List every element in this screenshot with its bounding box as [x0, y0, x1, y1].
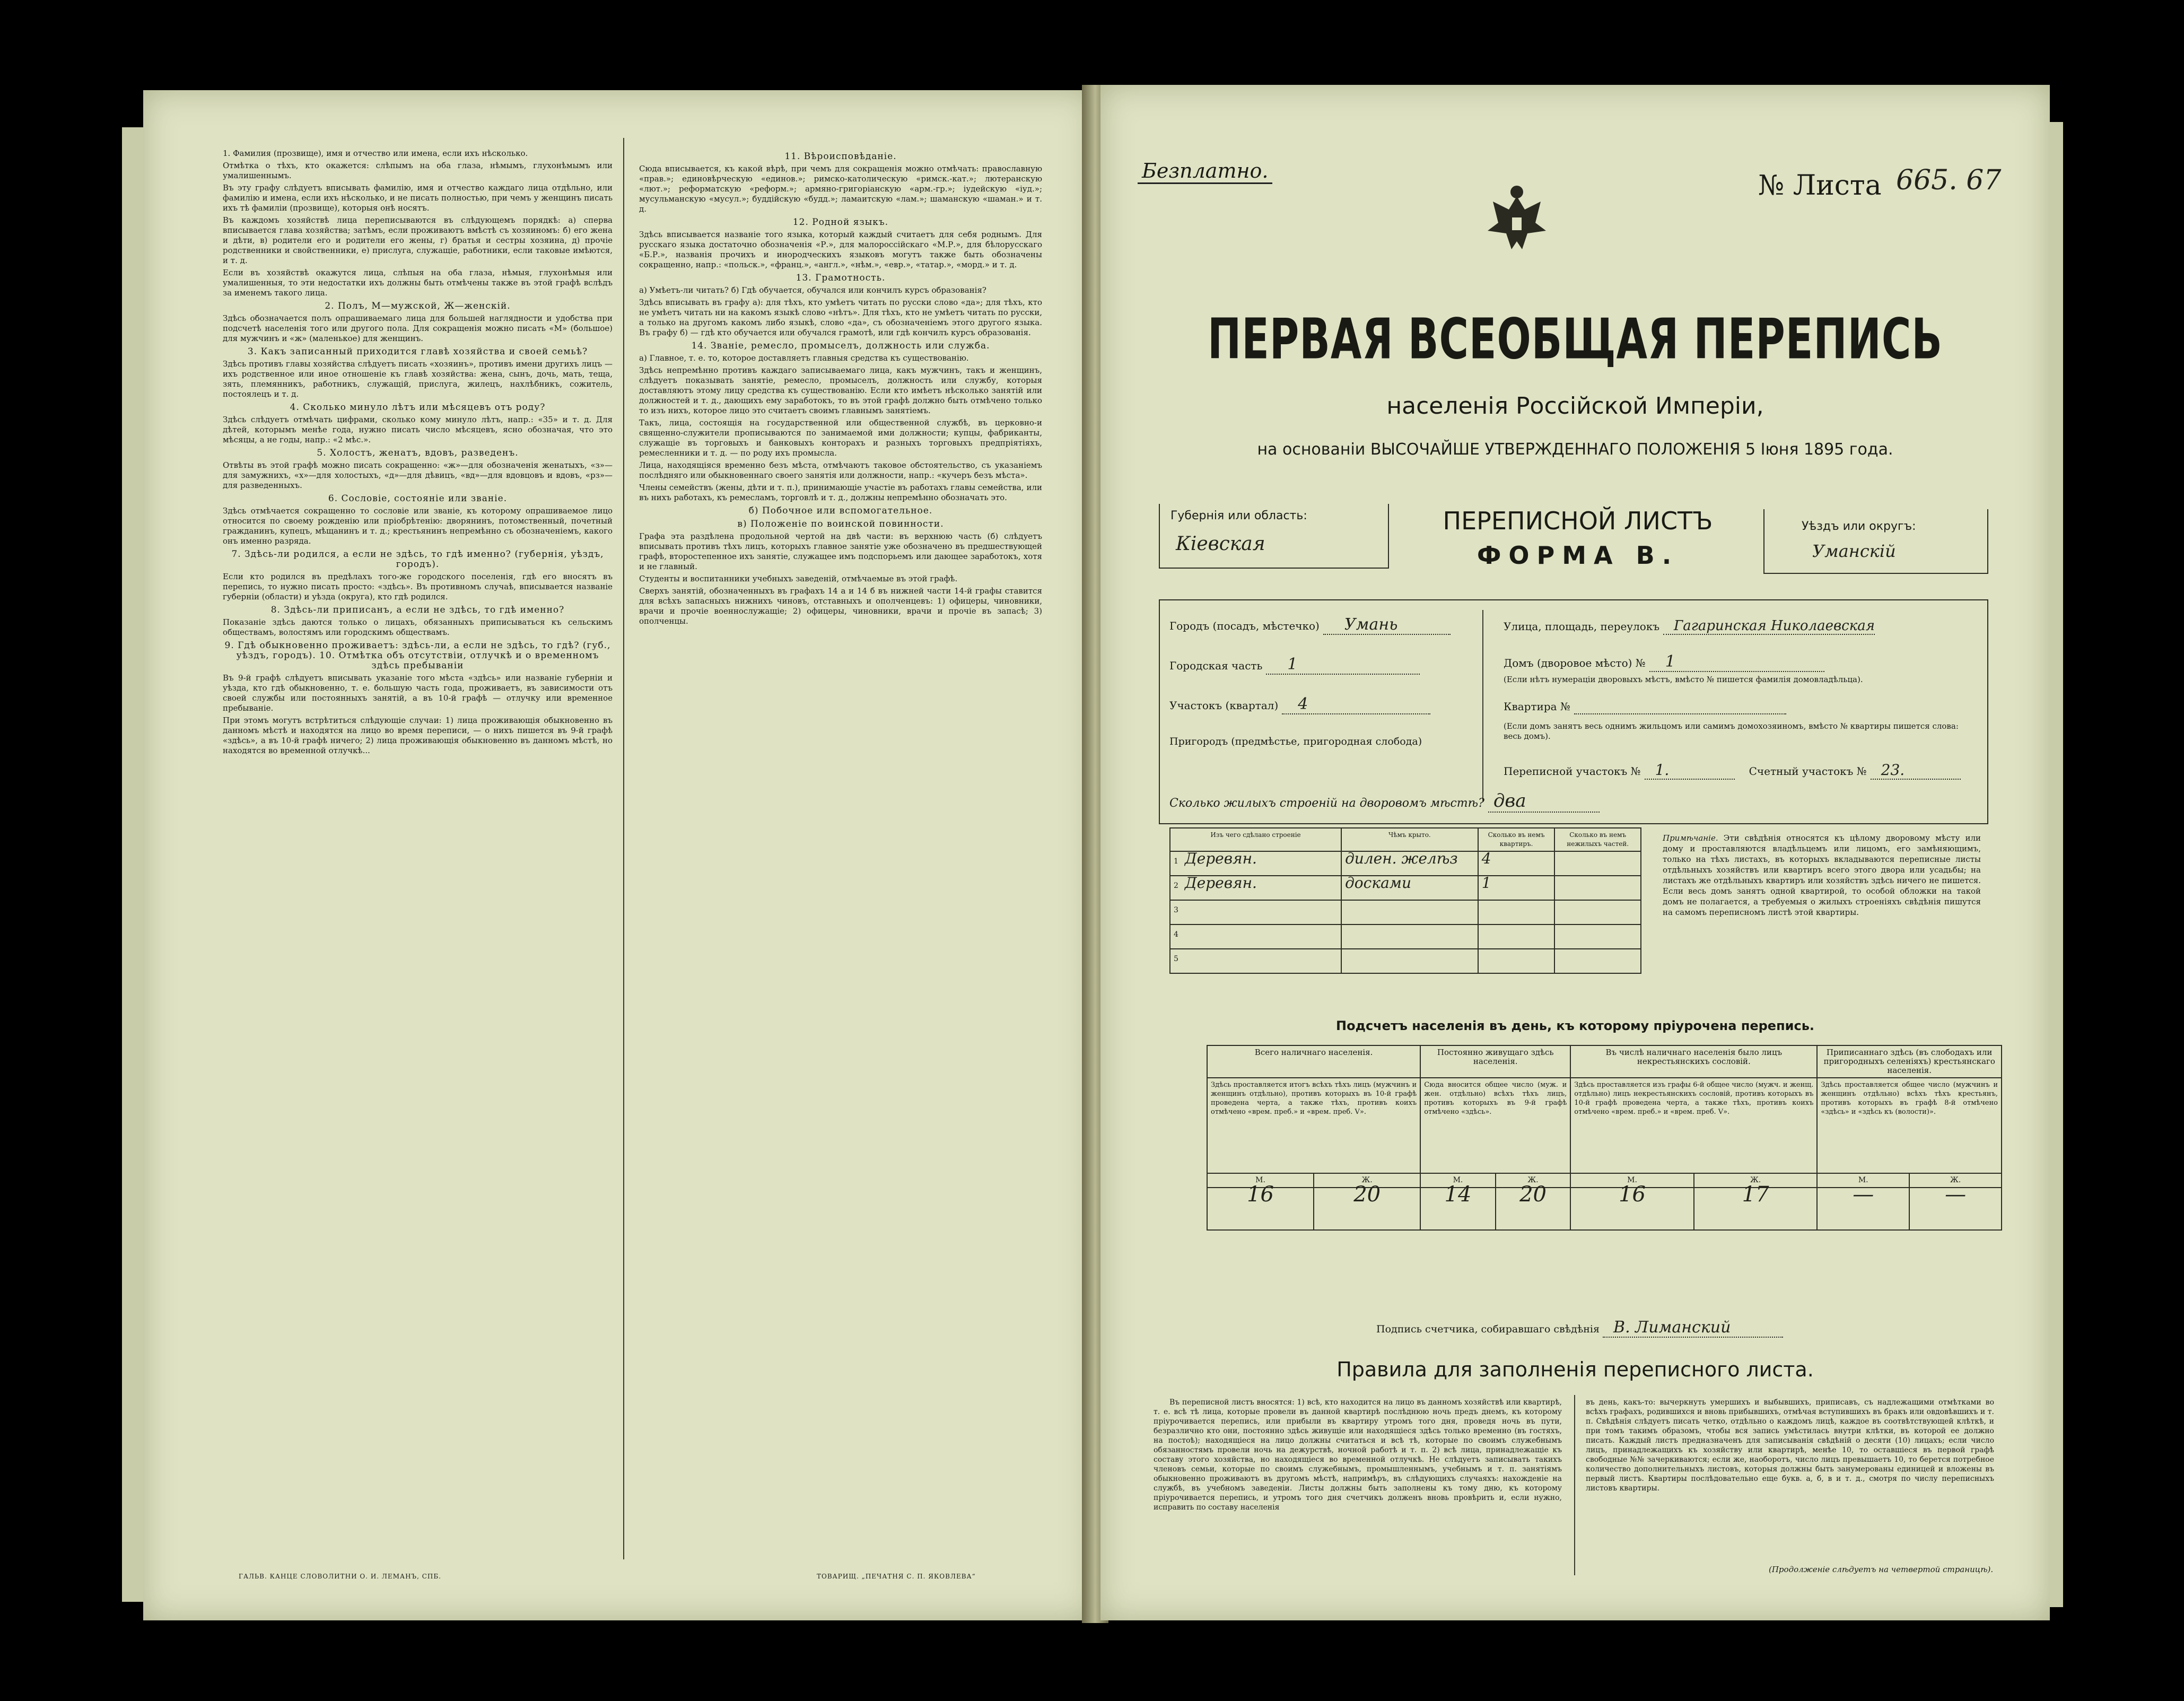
table-row [1170, 876, 1641, 900]
gubernia-box [1159, 504, 1389, 569]
handwritten-value: дилен. желѣз [1345, 850, 1458, 867]
instruction-paragraph: Здѣсь непремѣнно противъ каждаго записываемаго лица, какъ мужчинъ, такъ и женщинъ, слѣдуетъ показывать занятіе, ремесло, промыселъ, должность или службу, которыя доставляютъ этому лицу средства къ существованію. Если кто имѣетъ нѣсколько занятій или должностей и т. д., дающихъ ему заработокъ, то въ этой графѣ должно быть отмѣчено только то изъ нихъ, которое лицо это считаетъ своимъ главнымъ занятіемъ. [639, 365, 1042, 415]
rules-title: Правила для заполненія переписного листа. [1336, 1358, 1814, 1381]
handwritten-value: 1 [1481, 874, 1491, 892]
instruction-heading: 13. Грамотность. [796, 273, 886, 283]
building-roof-cell [1341, 924, 1478, 949]
row-number: 1 [1174, 857, 1178, 866]
district-label: Участокъ (квартал) [1169, 699, 1279, 712]
population-count-value: — [1817, 1188, 1909, 1230]
house-note: (Если нѣтъ нумераціи дворовыхъ мѣстъ, вмѣсто № пишется фамилія домовладѣльца). [1504, 675, 1863, 684]
count-header-cell: Въ числѣ наличнаго населенія было лицъ некрестьянскихъ сословій. [1570, 1045, 1817, 1078]
list-title: ПЕРЕПИСНОЙ ЛИСТЪ [1443, 507, 1713, 535]
census-title: ПЕРВАЯ ВСЕОБЩАЯ ПЕРЕПИСЬ [1208, 306, 1943, 372]
count-district-label: Счетный участокъ № [1749, 765, 1867, 778]
instruction-heading: 8. Здѣсь-ли приписанъ, а если не здѣсь, то гдѣ именно? [270, 605, 565, 615]
female-column-label: Ж. [1314, 1173, 1420, 1188]
instruction-paragraph: Студенты и воспитанники учебныхъ заведеній, отмѣчаемые въ этой графѣ. [639, 574, 958, 583]
building-nonres-cell [1554, 851, 1641, 876]
street-field [1504, 618, 1875, 635]
building-roof-cell [1341, 851, 1478, 876]
population-count-value: — [1909, 1188, 2002, 1230]
building-roof-cell [1341, 900, 1478, 924]
street-value: Гагаринская Николаевская [1663, 618, 1875, 635]
flat-note: (Если домъ занятъ весь однимъ жильцомъ или самимъ домохозяиномъ, вмѣсто № квартиры пишется слова: весь домъ). [1504, 721, 1959, 741]
building-flats-cell [1478, 924, 1555, 949]
male-column-label: М. [1570, 1173, 1694, 1188]
city-value: Умань [1323, 615, 1451, 635]
instruction-paragraph: Въ 9-й графѣ слѣдуетъ вписывать указаніе того мѣста «здѣсь» или названіе губерніи и уѣзда, кто гдѣ обыкновенно, т. е. большую часть года, проживаетъ, въ зависимости отъ своей службы или постоянныхъ занятій, а въ 10-й графѣ — отлучку или временное пребываніе. [223, 673, 613, 713]
district-field [1169, 695, 1430, 714]
table-row [1170, 900, 1641, 924]
suburb-label: Пригородъ (предмѣстье, пригородная слобода) [1169, 736, 1422, 747]
population-count-value: 16 [1207, 1188, 1314, 1230]
flat-value-line [1574, 700, 1786, 714]
instruction-paragraph: Если кто родился въ предѣлахъ того-же городского поселенія, гдѣ его вносятъ въ перепись, то нужно писать просто: «здѣсь». Въ противномъ случаѣ, вписывается названіе губерніи (области) и уѣзда (округа), кто гдѣ родился. [223, 572, 613, 601]
population-count-value: 20 [1314, 1188, 1420, 1230]
instruction-paragraph: Лица, находящіяся временно безъ мѣста, отмѣчаютъ таковое обстоятельство, съ указаніемъ послѣдняго или обыкновеннаго своего занятія или должности, напр.: «кучеръ безъ мѣста». [639, 460, 1042, 480]
printer-footer-left: ГАЛЬВ. КАНЦЕ СЛОВОЛИТНИ О. И. ЛЕМАНЪ, СПБ. [239, 1573, 441, 1580]
instruction-heading: 12. Родной языкъ. [792, 217, 889, 228]
form-title: ФОРМА В. [1477, 541, 1679, 570]
instruction-paragraph: При этомъ могутъ встрѣтиться слѣдующіе случаи: 1) лица проживающія обыкновенно въ данномъ мѣстѣ и находятся на лицо во время переписи, — о нихъ пишется въ 9-й графѣ «здѣсь», а въ 10-й графѣ ничего; 2) лица проживающія обыкновенно въ данномъ мѣстѣ, но находятся во временной отлучкѣ... [223, 716, 613, 755]
population-count-value: 16 [1570, 1188, 1694, 1230]
district-value: 4 [1282, 695, 1430, 714]
female-column-label: Ж. [1694, 1173, 1818, 1188]
instruction-paragraph: Такъ, лица, состоящія на государственной или общественной службѣ, въ церковно-и священно-служители прописываются по занимаемой ими должности; купцы, фабриканты, служащіе въ торговыхъ и банковыхъ конторахъ и разныхъ торговыхъ предпріятіяхъ, ремесленники и т. д. — по роду ихъ промысла. [639, 418, 1042, 458]
count-district-value: 23. [1871, 761, 1961, 780]
signature-field [1376, 1318, 1783, 1338]
left-page [143, 90, 1093, 1620]
male-column-label: М. [1207, 1173, 1314, 1188]
count-header-cell: Приписаннаго здѣсь (въ слободахъ или пригородныхъ селеніяхъ) крестьянскаго населенія. [1817, 1045, 2002, 1078]
instruction-heading: б) Побочное или вспомогательное. [748, 505, 933, 516]
count-description-cell: Сюда вносится общее число (муж. и жен. отдѣльно) всѣхъ тѣхъ лицъ, противъ которыхъ въ 9-й графѣ отмѣчено «здѣсь». [1420, 1078, 1570, 1173]
suburb-field [1169, 735, 1422, 748]
imperial-eagle-emblem [1477, 180, 1557, 260]
count-description-cell: Здѣсь проставляется изъ графы 6-й общее число (мужч. и женщ. отдѣльно) лицъ некрестьянскихъ сословій, противъ которыхъ въ 10-й графѣ проведена черта, а также тѣхъ, противъ коихъ отмѣчено «врем. преб.» и «врем. преб. V». [1570, 1078, 1817, 1173]
handwritten-value: Деревян. [1184, 850, 1257, 867]
sheet-number-label: № Листа [1758, 170, 1882, 202]
house-field [1504, 652, 1824, 672]
uezd-label: Уѣздъ или округъ: [1802, 520, 1916, 533]
printer-footer-right: ТОВАРИЩ. „ПЕЧАТНЯ С. П. ЯКОВЛЕВА“ [817, 1573, 976, 1580]
building-material-cell [1170, 900, 1341, 924]
instruction-paragraph: Показаніе здѣсь даются только о лицахъ, обязанныхъ приписываться къ сельскимъ обществамъ, волостямъ или городскимъ обществамъ. [223, 617, 613, 637]
rules-continued: (Продолженіе слѣдуетъ на четвертой страницѣ). [1769, 1565, 1994, 1574]
census-district-field [1504, 761, 1961, 780]
handwritten-value: досками [1345, 874, 1412, 892]
census-subtitle: населенія Россійской Имперіи, [1386, 392, 1764, 420]
building-nonres-cell [1554, 900, 1641, 924]
instruction-paragraph: Отмѣтка о тѣхъ, кто окажется: слѣпымъ на оба глаза, нѣмымъ, глухонѣмымъ или умалишеннымъ. [223, 161, 613, 180]
buildings-header-cell: Сколько въ немъ нежилыхъ частей. [1554, 828, 1641, 851]
city-field [1169, 615, 1451, 635]
house-value: 1 [1649, 652, 1824, 672]
row-number: 2 [1174, 882, 1178, 890]
building-flats-cell [1478, 900, 1555, 924]
buildings-label: Сколько жилыхъ строеній на дворовомъ мѣстѣ? [1169, 797, 1484, 810]
female-column-label: Ж. [1909, 1173, 2002, 1188]
instruction-paragraph: Члены семействъ (жены, дѣти и т. п.), принимающіе участіе въ работахъ главы семейства, или въ нихъ работахъ, къ ремесламъ, торговлѣ и т. д., должны непремѣнно обозначать это. [639, 483, 1042, 502]
instruction-paragraph: Если въ хозяйствѣ окажутся лица, слѣпыя на оба глаза, нѣмыя, глухонѣмыя или умалишенныя, то эти недостатки ихъ должны быть отмѣчены также въ этой графѣ вслѣдъ за именемъ такого лица. [223, 268, 613, 298]
house-label: Домъ (дворовое мѣсто) № [1504, 657, 1646, 669]
flat-label: Квартира № [1504, 700, 1570, 713]
instruction-paragraph: Отвѣты въ этой графѣ можно писать сокращенно: «ж»—для обозначенія женатыхъ, «з»—для замужнихъ, «х»—для холостыхъ, «д»—для дѣвицъ, «вд»—для вдовцовъ и вдовъ, «рз»—для разведенныхъ. [223, 460, 613, 490]
instructions-column-1 [223, 149, 613, 1559]
instruction-paragraph: Здѣсь отмѣчается сокращенно то сословіе или званіе, къ которому опрашиваемое лицо относится по своему рожденію или пріобрѣтенію: дворянинъ, потомственный, почетный гражданинъ, купецъ, мѣщанинъ и т. д.; крестьянинъ непремѣнно съ обозначеніемъ, какого онъ именно разряда. [223, 506, 613, 546]
count-description-cell: Здѣсь проставляется общее число (мужчинъ и женщинъ отдѣльно) всѣхъ тѣхъ крестьянъ, противъ которыхъ въ графѣ 8-й отмѣчено «здѣсь» и «здѣсь къ (волости)». [1817, 1078, 2002, 1173]
city-part-value: 1 [1266, 655, 1420, 675]
instruction-paragraph: Въ эту графу слѣдуетъ вписывать фамилію, имя и отчество каждаго лица отдѣльно, или фамилію и имена, если ихъ нѣсколько, и не писать полностью, при чемъ у женщинъ писать ихъ тѣ фамиліи (прозвище), которыя онѣ носятъ. [223, 183, 613, 213]
male-column-label: М. [1817, 1173, 1909, 1188]
instruction-heading: 11. Вѣроисповѣданіе. [784, 151, 897, 162]
rules-column-2: въ день, какъ-то: вычеркнуть умершихъ и выбывшихъ, приписавъ, съ надлежащими отмѣтками во всѣхъ графахъ, родившихся и вновь прибывшихъ, отмѣчая вступившихъ въ бракъ или овдовѣвшихъ и т. п. Свѣдѣнія слѣдуетъ писать четко, отдѣльно о каждомъ лицѣ, каждое въ соотвѣтствующей клѣткѣ, и при томъ такимъ образомъ, чтобы вся запись умѣстилась внутри клѣтки, въ которой ее должно писать. Каждый листъ предназначенъ для записыванія свѣдѣній о десяти (10) лицахъ; если число лицъ, принадлежащихъ къ хозяйству или квартирѣ, менѣе 10, то оставшіеся въ первой графѣ свободные №№ зачеркиваются; если же, наоборотъ, число лицъ превышаетъ 10, то берется потребное количество дополнительныхъ листовъ, которыя должны быть занумерованы единицей и вложены въ первый листъ. Квартиры послѣдовательно еще букв. а, б, в и т. д., смотря по числу переписныхъ листовъ квартиры. [1586, 1398, 1994, 1493]
note-title: Примѣчаніе. [1663, 833, 1718, 843]
street-label: Улица, площадь, переулокъ [1504, 620, 1660, 633]
instruction-paragraph: Здѣсь противъ главы хозяйства слѣдуетъ писать «хозяинъ», противъ имени другихъ лицъ — ихъ родственное или иное отношеніе къ главѣ хозяйства: жена, сынъ, дочь, мать, теща, зять, племянникъ, работникъ, служащій, прислуга, жилецъ, нахлѣбникъ, сожитель, постоялецъ и т. д. [223, 359, 613, 399]
buildings-field [1169, 790, 1600, 813]
building-roof-cell [1341, 949, 1478, 973]
instruction-paragraph: Здѣсь слѣдуетъ отмѣчать цифрами, сколько кому минуло лѣтъ, напр.: «35» и т. д. Для дѣтей, которымъ менѣе года, нужно писать число мѣсяцевъ, ясно обозначая, что это мѣсяцы, а не годы, напр.: «2 мѣс.». [223, 415, 613, 444]
instruction-heading: 4. Сколько минуло лѣтъ или мѣсяцевъ отъ роду? [290, 402, 546, 413]
city-part-field [1169, 655, 1420, 675]
count-header-cell: Всего наличнаго населенія. [1207, 1045, 1420, 1078]
address-divider [1482, 610, 1483, 801]
instruction-paragraph: 1. Фамилия (прозвище), имя и отчество или имена, если ихъ нѣсколько. [223, 149, 528, 158]
instruction-heading: 9. Гдѣ обыкновенно проживаетъ: здѣсь-ли, а если не здѣсь, то гдѣ? (губ., уѣздъ, городъ). 10. Отмѣтка объ отсутствіи, отлучкѣ и о временномъ здѣсь пребываніи [224, 640, 611, 671]
handwritten-value: Деревян. [1184, 874, 1257, 892]
building-flats-cell [1478, 949, 1555, 973]
city-label: Городъ (посадъ, мѣстечко) [1169, 620, 1320, 632]
building-material-cell [1170, 949, 1341, 973]
building-nonres-cell [1554, 876, 1641, 900]
building-roof-cell [1341, 876, 1478, 900]
buildings-table [1169, 827, 1641, 974]
uezd-box [1763, 509, 1988, 574]
gubernia-value: Кіевская [1176, 533, 1265, 555]
building-material-cell [1170, 876, 1341, 900]
male-column-label: М. [1420, 1173, 1496, 1188]
census-basis: на основаніи ВЫСОЧАЙШЕ УТВЕРЖДЕННАГО ПОЛОЖЕНІЯ 5 Іюня 1895 года. [1257, 440, 1893, 459]
population-count-value: 14 [1420, 1188, 1496, 1230]
population-count-value: 20 [1496, 1188, 1571, 1230]
instruction-paragraph: а) Главное, т. е. то, которое доставляетъ главныя средства къ существованію. [639, 353, 969, 363]
row-number: 3 [1174, 906, 1178, 914]
instruction-heading: 3. Какъ записанный приходится главѣ хозяйства и своей семьѣ? [247, 346, 588, 357]
uezd-value: Уманскій [1812, 541, 1896, 561]
gubernia-label: Губернія или область: [1170, 509, 1307, 522]
count-header-cell: Постоянно живущаго здѣсь населенія. [1420, 1045, 1570, 1078]
table-row [1170, 924, 1641, 949]
table-row [1170, 949, 1641, 973]
row-number: 5 [1174, 955, 1178, 963]
census-district-label: Переписной участокъ № [1504, 765, 1641, 778]
row-number: 4 [1174, 930, 1178, 939]
signature-value: В. Лиманский [1603, 1318, 1783, 1338]
buildings-note [1663, 833, 1981, 918]
rules-column-1: Въ переписной листъ вносятся: 1) всѣ, кто находится на лицо въ данномъ хозяйствѣ или квартирѣ, т. е. всѣ тѣ лица, которые провели въ данной квартирѣ послѣднюю ночь предъ днемъ, къ которому пріурочивается перепись, или прибыли въ квартиру утромъ того дня, проведя ночь въ пути, безразлично кто они, постоянно здѣсь живущіе или находящіеся здѣсь только временно (въ гостяхъ, на постоѣ); находящіеся на лицо должны считаться и всѣ тѣ, которые по своимъ служебнымъ обязанностямъ провели ночь на дежурствѣ, ночной работѣ и т. п. 2) всѣ лица, принадлежащіе къ составу этого хозяйства, но находящіеся во временной отлучкѣ. Не слѣдуетъ записывать такихъ членовъ семьи, которые по своимъ служебнымъ, промышленнымъ, учебнымъ и т. п. занятіямъ обыкновенно проживаютъ въ другомъ мѣстѣ, напримѣръ, въ слѣдующихъ случаяхъ: нахожденіе на службѣ, въ учебномъ заведеніи. Листы должны быть заполнены къ тому дню, къ которому пріурочивается перепись, и утромъ того дня счетчикъ долженъ вновь провѣрить и, если нужно, исправить по составу населенія [1154, 1398, 1562, 1512]
instruction-paragraph: Въ каждомъ хозяйствѣ лица переписываются въ слѣдующемъ порядкѣ: а) сперва вписывается глава хозяйства; затѣмъ, если проживаютъ вмѣстѣ съ хозяиномъ: б) его жена и дѣти, в) родители его и родители его жены, г) братья и сестры хозяина, д) прочіе родственники и свойственники, е) прислуга, служащіе, работники, если таковые имѣются, и т. д. [223, 215, 613, 265]
population-count-table [1207, 1045, 2002, 1231]
buildings-header-cell: Сколько въ немъ квартиръ. [1478, 828, 1555, 851]
rules-divider [1574, 1395, 1575, 1575]
count-title: Подсчетъ населенія въ день, къ которому пріурочена перепись. [1336, 1018, 1814, 1033]
instruction-heading: 14. Званіе, ремесло, промыселъ, должность или служба. [691, 341, 990, 351]
instruction-heading: 5. Холостъ, женатъ, вдовъ, разведенъ. [317, 448, 519, 458]
building-material-cell [1170, 851, 1341, 876]
instruction-heading: 2. Полъ, М—мужской, Ж—женскій. [325, 301, 511, 311]
female-column-label: Ж. [1496, 1173, 1571, 1188]
sheet-number-value: 665. 67 [1896, 164, 2002, 196]
instruction-paragraph: Здѣсь вписывается названіе того языка, который каждый считаетъ для себя роднымъ. Для русскаго языка достаточно обозначенія «Р.», для малороссійскаго «М.Р.», для бѣлорусскаго «Б.Р.», названія прочихъ и инородческихъ языковъ могутъ также быть обозначены сокращенно, напр.: «польск.», «франц.», «англ.», «нѣм.», «евр.», «татар.», «морд.» и т. д. [639, 230, 1042, 269]
free-label: Безплатно. [1138, 159, 1272, 184]
building-material-cell [1170, 924, 1341, 949]
instruction-heading: 7. Здѣсь-ли родился, а если не здѣсь, то гдѣ именно? (губернія, уѣздъ, городъ). [231, 549, 604, 570]
instructions-column-2 [639, 149, 1042, 1528]
table-row [1170, 851, 1641, 876]
handwritten-value: 4 [1481, 850, 1491, 867]
building-nonres-cell [1554, 924, 1641, 949]
flat-field [1504, 700, 1786, 714]
population-count-value: 17 [1694, 1188, 1818, 1230]
instruction-paragraph: Графа эта раздѣлена продольной чертой на двѣ части: въ верхнюю часть (б) слѣдуетъ вписывать противъ тѣхъ лицъ, которыхъ главное занятіе уже обозначено въ предшествующей графѣ, второстепенное ихъ занятіе, служащее имъ подспорьемъ или дающее заработокъ, хотя и не главный. [639, 531, 1042, 571]
census-district-value: 1. [1645, 761, 1735, 780]
column-divider [623, 138, 624, 1559]
instruction-paragraph: а) Умѣетъ-ли читать? б) Гдѣ обучается, обучался или кончилъ курсъ образованія? [639, 285, 986, 295]
city-part-label: Городская часть [1169, 659, 1263, 672]
instruction-paragraph: Здѣсь обозначается полъ опрашиваемаго лица для большей наглядности и удобства при подсчетѣ населенія того или другого пола. Для сокращенія можно писать «М» (большое) для мужчинъ и «ж» (маленькое) для женщинъ. [223, 313, 613, 343]
instruction-paragraph: Сюда вписывается, къ какой вѣрѣ, при чемъ для сокращенія можно отмѣчать: православную «прав.»; единовѣрческую «единов.»; римско-католическую «римск.-кат.»; лютеранскую «лют.»; реформатскую «реформ.»; армяно-григоріанскую «арм.-гр.»; іудейскую «іуд.»; мусульманскую «мусул.»; буддійскую «будд.»; ламаитскую «лам.»; шаманскую «шаман.» и т. д. [639, 164, 1042, 214]
buildings-header-cell: Изъ чего сдѣлано строеніе [1170, 828, 1341, 851]
instruction-paragraph: Сверхъ занятій, обозначенныхъ въ графахъ 14 а и 14 б въ нижней части 14-й графы ставится для всѣхъ запасныхъ нижнихъ чиновъ, отставныхъ и ополченцевъ: 1) офицеры, чиновники, врачи и прочіе военнослужащіе; 2) офицеры, чиновники, врачи и прочіе въ запасѣ; 3) ополченцы. [639, 586, 1042, 626]
right-page [1100, 85, 2050, 1620]
note-text: Эти свѣдѣнія относятся къ цѣлому дворовому мѣсту или дому и проставляются владѣльцемъ или лицомъ, его замѣняющимъ, только на тѣхъ листахъ, въ которыхъ вкладываются переписные листы отдѣльныхъ хозяйствъ или квартиръ всего этого двора или усадьбы; на листахъ же отдѣльныхъ квартиръ или хозяйствъ здѣсь ничего не пишется. Если весь домъ занятъ одной квартирой, то особой обложки на такой домъ не полагается, а требуемыя о жилыхъ строеніяхъ свѣдѣнія пишутся на самомъ переписномъ листѣ этой квартиры. [1663, 833, 1981, 917]
building-flats-cell [1478, 876, 1555, 900]
buildings-header-cell: Чѣмъ крыто. [1341, 828, 1478, 851]
signature-label: Подпись счетчика, собиравшаго свѣдѣнія [1376, 1323, 1600, 1335]
instruction-heading: 6. Сословіе, состояніе или званіе. [328, 493, 508, 504]
building-flats-cell [1478, 851, 1555, 876]
instruction-paragraph: Здѣсь вписывать въ графу а): для тѣхъ, кто умѣетъ читать по русски слово «да»; для тѣхъ, кто не умѣетъ читать ни на какомъ языкѣ слово «нѣтъ». Для тѣхъ, кто не умѣетъ читать по русски, а только на другомъ какомъ либо языкѣ, слово «да», съ обозначеніемъ этого другого языка. Въ графу б) — гдѣ кто обучается или обучался грамотѣ, или гдѣ кончилъ курсъ образованія. [639, 298, 1042, 337]
building-nonres-cell [1554, 949, 1641, 973]
instruction-heading: в) Положеніе по воинской повинности. [737, 519, 944, 529]
buildings-value: два [1488, 790, 1600, 813]
count-description-cell: Здѣсь проставляется итогъ всѣхъ тѣхъ лицъ (мужчинъ и женщинъ отдѣльно), противъ которыхъ въ 10-й графѣ проведена черта, а также тѣхъ, противъ коихъ отмѣчено «врем. преб.» и «врем. преб. V». [1207, 1078, 1420, 1173]
